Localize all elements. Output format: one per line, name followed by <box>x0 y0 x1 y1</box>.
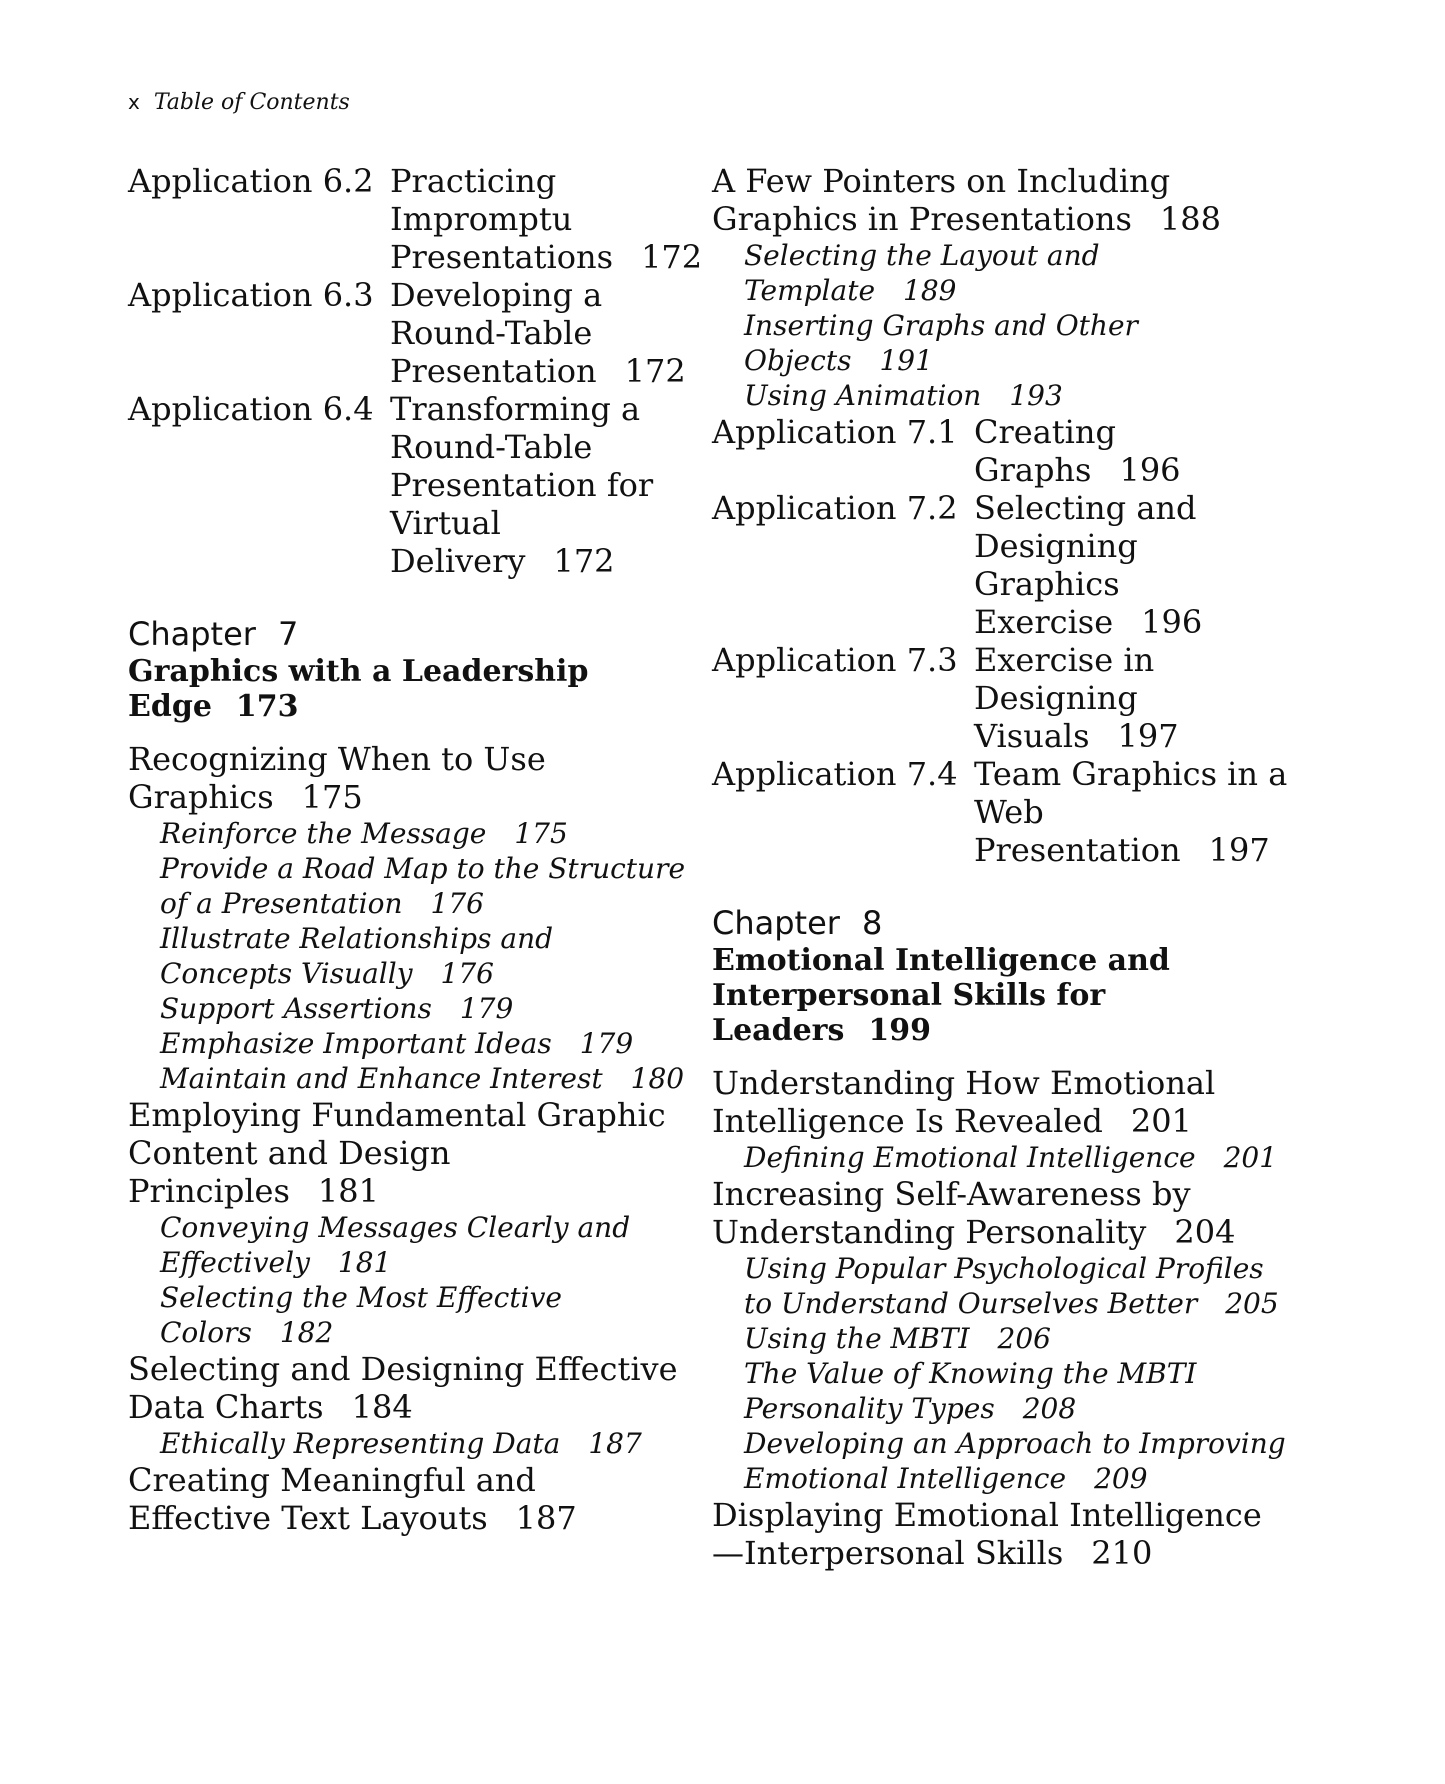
application-title: Selecting and Designing Graphics Exercise <box>974 489 1197 641</box>
toc-subentry[interactable] <box>712 1426 1292 1496</box>
toc-subentry[interactable] <box>712 1321 1292 1356</box>
entry-title: The Value of Knowing the MBTI Personality Types <box>744 1357 1197 1425</box>
application-entry[interactable] <box>128 162 703 276</box>
application-label: Application 7.2 <box>712 489 958 527</box>
entry-title: Creating Meaningful and Effective Text Layouts <box>128 1461 536 1537</box>
page-ref: 208 <box>1022 1392 1077 1425</box>
chapter-word: Chapter <box>712 904 840 942</box>
page-ref: 180 <box>630 1062 685 1095</box>
application-entry[interactable] <box>712 489 1292 641</box>
page-ref: 196 <box>1119 451 1181 489</box>
page-ref: 189 <box>903 274 957 307</box>
entry-title: Increasing Self-Awareness by Understanding Personality <box>712 1175 1191 1251</box>
entry-title: Using Animation <box>744 379 982 412</box>
entry-title: Reinforce the Message <box>160 817 487 850</box>
application-title: Developing a Round-Table Presentation <box>390 276 603 390</box>
toc-entry[interactable] <box>712 1496 1292 1572</box>
entry-title: Emphasize Important Ideas <box>160 1027 552 1060</box>
entry-title: Illustrate Relationships and Concepts Visually <box>160 922 554 990</box>
entry-title: Selecting and Designing Effective Data Charts <box>128 1350 678 1426</box>
toc-subentry[interactable] <box>712 1356 1292 1426</box>
toc-subentry[interactable] <box>128 921 688 991</box>
toc-entry[interactable] <box>128 1461 688 1537</box>
page-number: x <box>128 90 140 114</box>
application-label: Application 7.3 <box>712 641 958 679</box>
chapter-number: 8 <box>861 904 883 942</box>
application-title: Practicing Impromptu Presentations <box>390 162 614 276</box>
page-ref: 193 <box>1009 379 1063 412</box>
chapter-title: Emotional Intelligence and Interpersonal Skills for Leaders <box>712 943 1170 1048</box>
entry-title: Conveying Messages Clearly and Effectively <box>160 1211 631 1279</box>
page-ref: 179 <box>579 1027 634 1060</box>
entry-title: Defining Emotional Intelligence <box>744 1141 1196 1174</box>
left-column <box>128 162 703 1537</box>
right-column <box>712 162 1292 1572</box>
page-ref: 181 <box>337 1246 392 1279</box>
running-head <box>128 88 350 117</box>
page-ref: 201 <box>1130 1102 1192 1140</box>
chapter-number: 7 <box>277 615 299 653</box>
application-entry[interactable] <box>712 413 1292 489</box>
application-title: Transforming a Round-Table Presentation for Virtual Delivery <box>390 390 654 580</box>
toc-subentry[interactable] <box>128 1026 688 1061</box>
application-entry[interactable] <box>712 641 1292 755</box>
toc-subentry[interactable] <box>712 378 1292 413</box>
toc-subentry[interactable] <box>128 851 688 921</box>
application-label: Application 6.2 <box>128 162 374 200</box>
toc-subentry[interactable] <box>128 991 688 1026</box>
entry-title: Selecting the Layout and Template <box>744 239 1100 307</box>
toc-subentry[interactable] <box>128 1061 688 1096</box>
application-label: Application 7.4 <box>712 755 958 793</box>
toc-subentry[interactable] <box>128 1210 688 1280</box>
page-ref: 173 <box>235 689 299 724</box>
page-ref: 176 <box>430 887 484 920</box>
entry-title: Support Assertions <box>160 992 432 1025</box>
page-ref: 181 <box>317 1172 379 1210</box>
page-ref: 197 <box>1117 717 1179 755</box>
toc-subentry[interactable] <box>712 1251 1292 1321</box>
chapter-8-heading[interactable] <box>712 903 1292 1048</box>
page-ref: 199 <box>868 1013 932 1048</box>
entry-title: Recognizing When to Use Graphics <box>128 740 546 816</box>
page-ref: 205 <box>1225 1287 1279 1320</box>
application-label: Application 6.3 <box>128 276 374 314</box>
application-entry[interactable] <box>128 276 688 390</box>
page-ref: 204 <box>1174 1213 1236 1251</box>
page-ref: 172 <box>641 238 703 276</box>
page-ref: 206 <box>997 1322 1051 1355</box>
page-ref: 176 <box>440 957 494 990</box>
running-title: Table of Contents <box>153 90 350 115</box>
page-ref: 197 <box>1208 831 1270 869</box>
entry-title: Displaying Emotional Intelligence—Interpersonal Skills <box>712 1496 1262 1572</box>
page-ref: 210 <box>1091 1534 1153 1572</box>
entry-title: Ethically Representing Data <box>160 1427 561 1460</box>
page-ref: 196 <box>1141 603 1203 641</box>
toc-entry[interactable] <box>128 1096 688 1210</box>
application-label: Application 6.4 <box>128 390 374 428</box>
page-ref: 175 <box>514 817 568 850</box>
toc-entry[interactable] <box>128 1350 688 1426</box>
page-ref: 201 <box>1223 1141 1278 1174</box>
entry-title: Understanding How Emotional Intelligence Is Revealed <box>712 1064 1216 1140</box>
page-ref: 187 <box>588 1427 642 1460</box>
application-entry[interactable] <box>712 755 1292 869</box>
entry-title: Employing Fundamental Graphic Content and Design Principles <box>128 1096 666 1210</box>
page-ref: 187 <box>515 1499 577 1537</box>
page-ref: 191 <box>879 344 933 377</box>
chapter-title: Graphics with a Leadership Edge <box>128 654 589 724</box>
chapter-word: Chapter <box>128 615 256 653</box>
application-title: Creating Graphs <box>974 413 1116 489</box>
entry-title: Maintain and Enhance Interest <box>160 1062 603 1095</box>
entry-title: A Few Pointers on Including Graphics in Presentations <box>712 162 1171 238</box>
entry-title: Using the MBTI <box>744 1322 970 1355</box>
entry-title: Selecting the Most Effective Colors <box>160 1281 562 1349</box>
application-entry[interactable] <box>128 390 688 580</box>
toc-subentry[interactable] <box>128 1426 688 1461</box>
page-ref: 188 <box>1159 200 1221 238</box>
application-title: Exercise in Designing Visuals <box>974 641 1155 755</box>
page-ref: 184 <box>351 1388 413 1426</box>
entry-title: Developing an Approach to Improving Emotional Intelligence <box>744 1427 1286 1495</box>
toc-subentry[interactable] <box>128 1280 688 1350</box>
toc-subentry[interactable] <box>712 308 1292 378</box>
page-ref: 172 <box>553 542 615 580</box>
toc-subentry[interactable] <box>712 1140 1292 1175</box>
toc-entry[interactable] <box>128 740 688 816</box>
page-ref: 172 <box>624 352 686 390</box>
entry-title: Provide a Road Map to the Structure of a Presentation <box>160 852 686 920</box>
page-ref: 175 <box>301 778 363 816</box>
chapter-7-heading[interactable] <box>128 614 688 724</box>
toc-entry[interactable] <box>712 162 1292 238</box>
toc-entry[interactable] <box>712 1064 1292 1140</box>
toc-entry[interactable] <box>712 1175 1292 1251</box>
toc-subentry[interactable] <box>128 816 688 851</box>
application-label: Application 7.1 <box>712 413 958 451</box>
toc-subentry[interactable] <box>712 238 1292 308</box>
entry-title: Inserting Graphs and Other Objects <box>744 309 1138 377</box>
page-ref: 182 <box>279 1316 334 1349</box>
page-ref: 179 <box>459 992 514 1025</box>
entry-title: Using Popular Psychological Profiles to Understand Ourselves Better <box>744 1252 1264 1320</box>
application-title: Team Graphics in a Web Presentation <box>974 755 1288 869</box>
page-ref: 209 <box>1094 1462 1148 1495</box>
